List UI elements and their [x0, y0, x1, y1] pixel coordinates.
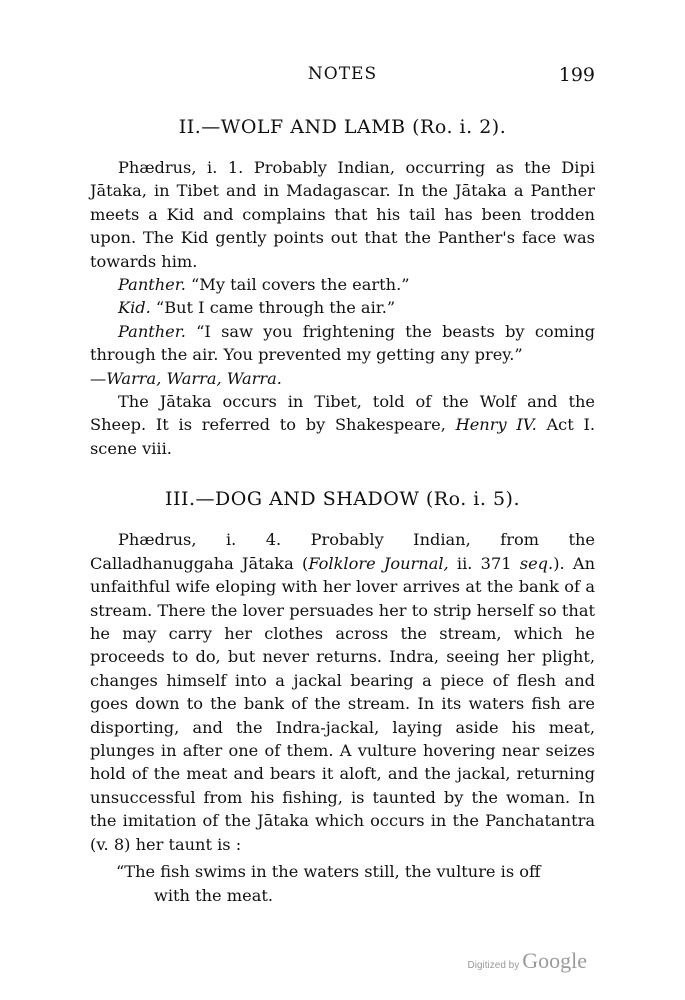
google-logo: Google: [522, 948, 587, 973]
dialogue-line: [90, 320, 595, 367]
text: Act I. scene viii.: [90, 415, 595, 458]
running-title: NOTES: [307, 64, 378, 84]
verse-line: with the meat.: [154, 885, 273, 905]
running-head: [90, 58, 595, 88]
speaker: Panther.: [118, 275, 186, 295]
paragraph-wolf-intro: Phædrus, i. 1. Probably Indian, occurring as the Dipi Jātaka, in Tibet and in Madagascar. In the Jātaka a Panther meets a Kid and complains that his tail has been trodden upon. The Kid gently points out that the Panther's face was towards him.: [90, 158, 595, 271]
digitized-watermark: [468, 948, 587, 974]
page: [90, 58, 595, 908]
dialogue-line: [90, 296, 595, 319]
speech: “I saw you frightening the beasts by coming through the air. You prevented my getting any prey.”: [90, 321, 595, 365]
verse-quote: [116, 860, 595, 908]
text: Phædrus, i. 4. Probably Indian, from the Calladhanuggaha Jātaka (: [90, 530, 595, 573]
seq-abbrev: seq.: [519, 553, 554, 573]
warra-line: —Warra, Warra, Warra.: [90, 368, 282, 388]
digitized-label: Digitized by: [467, 960, 520, 971]
play-title: Henry IV.: [455, 415, 537, 435]
dialogue-line: [90, 273, 595, 296]
dialogue: [90, 273, 595, 367]
text: ii. 371: [448, 553, 520, 573]
speaker: Kid.: [118, 298, 151, 318]
paragraph-wolf-jataka: [90, 390, 595, 460]
verse-line: “The fish swims in the waters still, the vulture is off: [116, 861, 541, 881]
text: The Jātaka occurs in Tibet, told of the Wolf and the Sheep. It is referred to by Shakespeare,: [90, 392, 595, 435]
text: ). An unfaithful wife eloping with her lover arrives at the bank of a stream. There the lover persuades her to strip herself so that he may carry her clothes across the stream, which he proceeds to do, but never returns. Indra, seeing her plight, changes himself into a jackal bearing a piece of flesh and goes down to the bank of the stream. In its waters fish are disporting, and the Indra-jackal, laying aside his meat, plunges in after one of them. A vulture hovering near seizes hold of the meat and bears it aloft, and the jackal, returning unsuccessful from his fishing, is taunted by the woman. In the imitation of the Jātaka which occurs in the Panchatantra (v. 8) her taunt is :: [90, 553, 595, 854]
section-heading-wolf-and-lamb: II.—WOLF AND LAMB (Ro. i. 2).: [178, 116, 507, 138]
page-number: 199: [558, 64, 595, 86]
section-heading-dog-and-shadow: III.—DOG AND SHADOW (Ro. i. 5).: [165, 488, 520, 511]
journal-title: Folklore Journal,: [308, 553, 449, 573]
speaker: Panther.: [118, 321, 186, 341]
speech: “But I came through the air.”: [150, 298, 396, 318]
paragraph-dog-shadow: [90, 528, 595, 856]
speech: “My tail covers the earth.”: [185, 275, 410, 295]
